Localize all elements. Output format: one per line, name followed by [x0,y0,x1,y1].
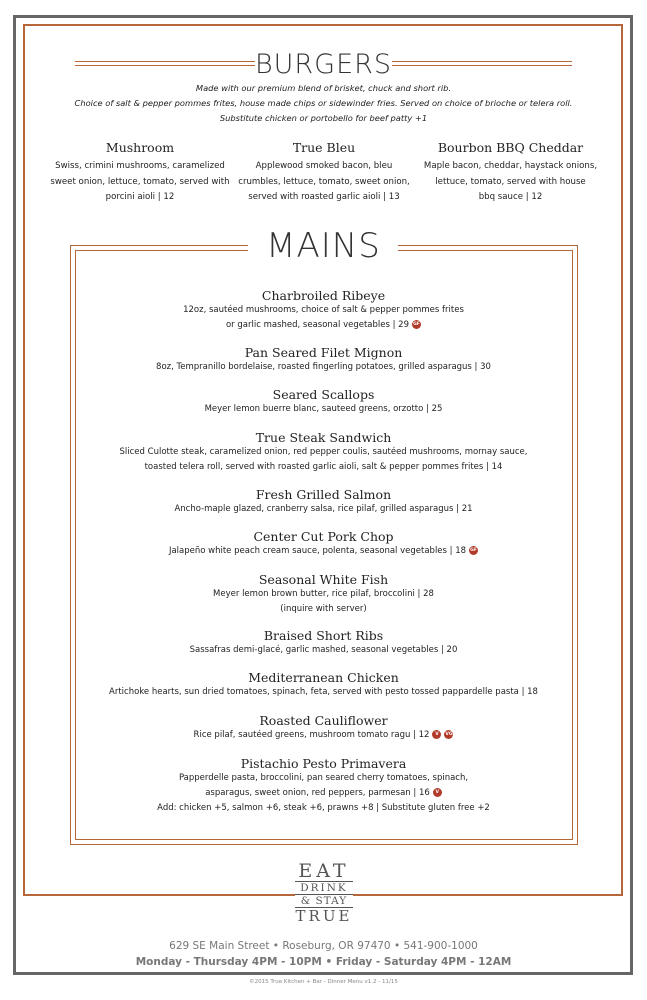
burger-item-mushroom [50,140,230,206]
gluten-free-badge: GF [413,322,420,327]
desc-line: Swiss, crimini mushrooms, caramelized [55,161,225,171]
dish-seared-scallops [80,387,567,417]
burger-desc [418,159,603,206]
desc-line: Maple bacon, cheddar, haystack onions, [423,161,598,171]
desc-text: asparagus, sweet onion, red peppers, parmesan | 16 [205,788,430,798]
dish-pistachio-pesto-primavera [80,756,567,816]
desc-line: toasted telera roll, served with roasted garlic aioli, salt & pepper pommes frites | 14 [144,462,503,472]
dish-desc [80,402,567,417]
dish-name: Roasted Cauliflower [259,713,388,728]
dish-name: True Steak Sandwich [255,430,392,445]
dish-name: Pan Seared Filet Mignon [244,345,403,360]
logo-line: EAT [295,861,353,882]
desc-line: porcini aioli | 12 [105,192,175,202]
burger-item-true-bleu [234,140,414,206]
dish-charbroiled-ribeye [80,288,567,333]
vegetarian-badge: V [432,730,441,739]
desc-line: Meyer lemon brown butter, rice pilaf, broccolini | 28 [213,589,434,599]
desc-line: Add: chicken +5, salmon +6, steak +6, prawns +8 | Substitute gluten free +2 [157,803,490,813]
desc-text: Jalapeño white peach cream sauce, polenta, seasonal vegetables | 18 [168,546,467,556]
desc-text: Rice pilaf, sautéed greens, mushroom tomato ragu | 12 [193,730,430,740]
desc-line [80,728,567,743]
dish-name: Center Cut Pork Chop [253,529,394,544]
desc-line: Papperdelle pasta, broccolini, pan seared cherry tomatoes, spinach, [178,773,469,783]
burger-name: Bourbon BBQ Cheddar [437,140,584,155]
dish-name: Pistachio Pesto Primavera [240,756,407,771]
dish-name: Seared Scallops [272,387,375,402]
dish-pan-seared-filet-mignon [80,345,567,375]
dish-desc [80,587,567,617]
burger-desc [50,159,230,206]
intro-line: Substitute chicken or portobello for beef patty +1 [219,113,428,123]
dish-name: Braised Short Ribs [263,628,384,643]
desc-line: Applewood smoked bacon, bleu [255,161,393,171]
desc-line: lettuce, tomato, served with house [435,176,586,187]
desc-line: 8oz, Tempranillo bordelaise, roasted fingerling potatoes, grilled asparagus | 30 [156,362,491,372]
eat-drink-stay-true-logo [295,861,353,923]
desc-line: Artichoke hearts, sun dried tomatoes, spinach, feta, served with pesto tossed pappardelle pasta | 18 [109,687,538,697]
dish-desc [80,360,567,375]
desc-line [80,318,567,333]
dish-desc [80,728,567,743]
dish-desc [80,502,567,517]
desc-line: (inquire with server) [280,604,367,614]
dish-desc [80,303,567,333]
dish-desc [80,544,567,559]
dish-desc [80,771,567,816]
dish-name: Seasonal White Fish [258,572,389,587]
burgers-title: BURGERS [254,49,393,80]
dish-true-steak-sandwich [80,430,567,475]
dish-mediterranean-chicken [80,670,567,700]
burger-desc [234,159,414,206]
dish-braised-short-ribs [80,628,567,658]
footer-address: 629 SE Main Street • Roseburg, OR 97470 • 541-900-1000 [169,940,478,952]
desc-line: sweet onion, lettuce, tomato, served with [50,176,230,187]
dish-fresh-grilled-salmon [80,487,567,517]
desc-line: Meyer lemon buerre blanc, sauteed greens, orzotto | 25 [204,404,443,414]
footer-copyright: ©2015 True Kitchen + Bar - Dinner Menu v1.2 - 11/15 [249,979,398,985]
burgers-intro [60,81,587,126]
dish-name: Mediterranean Chicken [248,670,399,685]
desc-line [80,544,567,559]
dish-center-cut-pork-chop [80,529,567,559]
vegetarian-badge: V [433,788,442,797]
desc-line: bbq sauce | 12 [478,192,543,202]
logo-line: TRUE [295,907,353,925]
mains-title: MAINS [266,226,381,266]
logo-line: & STAY [295,895,353,908]
desc-line: crumbles, lettuce, tomato, sweet onion, [238,176,410,187]
footer-hours: Monday - Thursday 4PM - 10PM • Friday - Saturday 4PM - 12AM [135,956,512,968]
dish-desc [80,445,567,475]
logo-line: DRINK [295,882,353,895]
vegan-badge: VG [445,732,453,737]
desc-line: served with roasted garlic aioli | 13 [248,192,400,202]
dish-name: Charbroiled Ribeye [261,288,386,303]
dish-roasted-cauliflower [80,713,567,743]
burger-name: True Bleu [292,140,356,155]
desc-line: Sassafras demi-glacé, garlic mashed, seasonal vegetables | 20 [189,645,458,655]
burger-name: Mushroom [105,140,175,155]
intro-line: Made with our premium blend of brisket, chuck and short rib. [195,83,452,93]
desc-text: or garlic mashed, seasonal vegetables | 29 [225,320,409,330]
desc-line: 12oz, sautéed mushrooms, choice of salt & pepper pommes frites [183,305,464,315]
dish-desc [80,643,567,658]
desc-line [80,786,567,801]
desc-line: Ancho-maple glazed, cranberry salsa, rice pilaf, grilled asparagus | 21 [174,504,473,514]
desc-line: Sliced Culotte steak, caramelized onion, red pepper coulis, sautéed mushrooms, mornay sauce, [119,447,528,457]
dish-desc [80,685,567,700]
burger-item-bourbon-bbq-cheddar [418,140,603,206]
dish-name: Fresh Grilled Salmon [255,487,392,502]
dish-seasonal-white-fish [80,572,567,617]
gluten-free-badge: GF [470,548,477,553]
intro-line: Choice of salt & pepper pommes frites, house made chips or sidewinder fries. Served on choice of brioche or telera roll. [74,98,573,108]
